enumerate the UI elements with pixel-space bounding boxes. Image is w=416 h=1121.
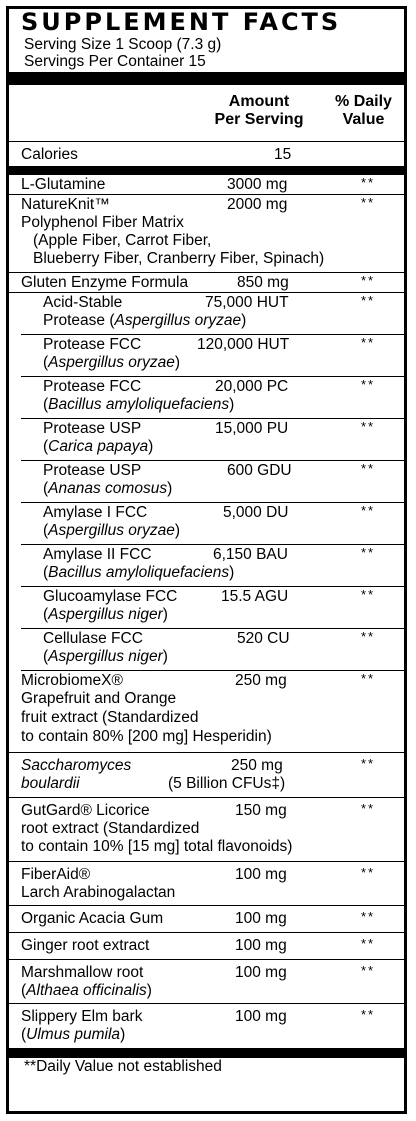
- ingredient-row: GutGard® Licorice 150 mg ** root extract (Standardized to contain 10% [15 mg] total flavonoids): [9, 798, 404, 862]
- ingredient-row: L-Glutamine 3000 mg **: [9, 175, 404, 195]
- ingredient-row: FiberAid® 100 mg ** Larch Arabinogalactan: [9, 862, 404, 906]
- daily-value-header: % Daily Value: [335, 93, 392, 128]
- enzyme-row: Protease FCC 20,000 PC ** (Bacillus amyloliquefaciens): [21, 377, 404, 419]
- enzyme-row: Glucoamylase FCC 15.5 AGU ** (Aspergillus niger): [21, 587, 404, 629]
- enzyme-row: Cellulase FCC 520 CU ** (Aspergillus niger): [21, 629, 404, 671]
- enzyme-row: Amylase I FCC 5,000 DU ** (Aspergillus oryzae): [21, 503, 404, 545]
- ingredient-row: Saccharomyces 250 mg ** boulardii (5 Billion CFUs‡): [9, 753, 404, 798]
- supplement-facts-panel: [6, 6, 407, 1114]
- ingredient-row: NatureKnit™ 2000 mg ** Polyphenol Fiber Matrix (Apple Fiber, Carrot Fiber, Blueberry Fiber, Cranberry Fiber, Spinach): [9, 195, 404, 273]
- calories-row: Calories 15: [9, 142, 404, 167]
- ingredient-row: Marshmallow root 100 mg ** (Althaea officinalis): [9, 960, 404, 1004]
- servings-per-container: Servings Per Container 15: [24, 53, 206, 70]
- column-header: [9, 85, 404, 141]
- medium-divider: [9, 167, 404, 175]
- amount-header: Amount Per Serving: [214, 93, 304, 128]
- bottom-divider: [9, 1048, 404, 1058]
- enzyme-row: Protease USP 15,000 PU ** (Carica papaya): [21, 419, 404, 461]
- ingredient-row: Gluten Enzyme Formula 850 mg **: [9, 273, 404, 293]
- panel-title: SUPPLEMENT FACTS: [21, 8, 342, 36]
- ingredient-row: Organic Acacia Gum 100 mg **: [9, 906, 404, 933]
- ingredient-row: MicrobiomeX® 250 mg ** Grapefruit and Orange fruit extract (Standardized to contain 80% [200 mg] Hesperidin): [9, 671, 404, 753]
- ingredient-row: Slippery Elm bark 100 mg ** (Ulmus pumila): [21, 1007, 376, 1043]
- footnote: **Daily Value not established: [24, 1058, 222, 1075]
- enzyme-row: Protease USP 600 GDU ** (Ananas comosus): [21, 461, 404, 503]
- serving-size: Serving Size 1 Scoop (7.3 g): [24, 36, 222, 53]
- enzyme-row: Amylase II FCC 6,150 BAU ** (Bacillus amyloliquefaciens): [21, 545, 404, 587]
- thick-divider: [9, 72, 404, 85]
- enzyme-row: Protease FCC 120,000 HUT ** (Aspergillus oryzae): [21, 335, 404, 377]
- enzyme-row: Acid-Stable 75,000 HUT ** Protease (Aspergillus oryzae): [21, 293, 404, 335]
- ingredient-row: Ginger root extract 100 mg **: [9, 933, 404, 960]
